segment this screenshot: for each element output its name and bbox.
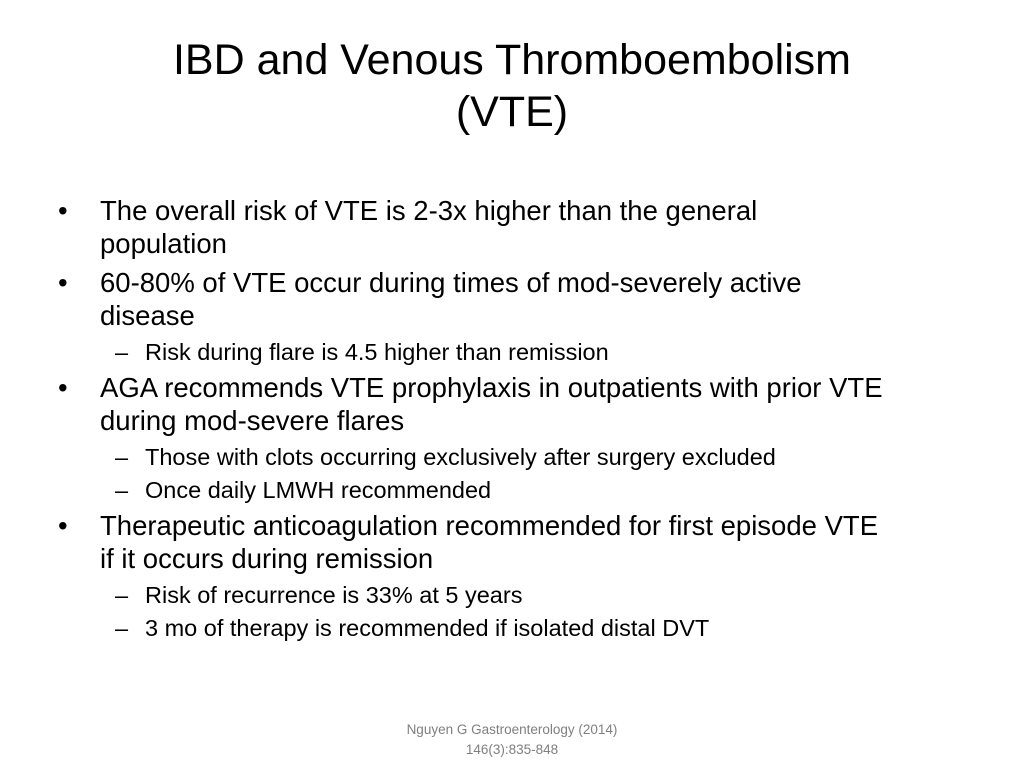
- sub-bullet-marker: –: [115, 444, 129, 470]
- citation-line-1: Nguyen G Gastroenterology (2014): [406, 722, 618, 737]
- sub-bullet-text: Risk of recurrence is 33% at 5 years: [145, 582, 523, 608]
- citation-line-2: 146(3):835-848: [465, 742, 559, 757]
- sub-bullet-item: [58, 338, 888, 367]
- sub-bullet-text: Once daily LMWH recommended: [145, 477, 492, 503]
- slide-title-line-2: (VTE): [455, 88, 569, 136]
- bullet-item: [58, 371, 888, 437]
- bullet-text: The overall risk of VTE is 2-3x higher than the general population: [100, 195, 758, 259]
- sub-bullet-text: 3 mo of therapy is recommended if isolated distal DVT: [145, 615, 710, 641]
- bullet-text: AGA recommends VTE prophylaxis in outpatients with prior VTE during mod-severe flares: [100, 372, 883, 436]
- bullet-item: [58, 509, 888, 575]
- slide-title-line-1: IBD and Venous Thromboembolism: [172, 36, 851, 84]
- sub-bullet-text: Those with clots occurring exclusively after surgery excluded: [145, 444, 776, 470]
- sub-bullet-marker: –: [115, 339, 129, 365]
- sub-bullet-item: [58, 614, 888, 643]
- bullet-marker: •: [58, 195, 68, 226]
- sub-bullet-item: [58, 443, 888, 472]
- bullet-marker: •: [58, 267, 68, 298]
- bullet-text: Therapeutic anticoagulation recommended for first episode VTE if it occurs during remission: [100, 510, 879, 574]
- bullet-item: [58, 194, 888, 260]
- bullet-marker: •: [58, 510, 68, 541]
- sub-bullet-item: [58, 581, 888, 610]
- citation-footer: [362, 720, 662, 760]
- sub-bullet-marker: –: [115, 582, 129, 608]
- bullet-item: [58, 266, 888, 332]
- sub-bullet-text: Risk during flare is 4.5 higher than remission: [145, 339, 609, 365]
- sub-bullet-marker: –: [115, 477, 129, 503]
- bullet-marker: •: [58, 372, 68, 403]
- sub-bullet-item: [58, 476, 888, 505]
- sub-bullet-marker: –: [115, 615, 129, 641]
- bullet-list: [58, 194, 888, 647]
- bullet-text: 60-80% of VTE occur during times of mod-severely active disease: [100, 267, 802, 331]
- slide-title: [60, 34, 964, 138]
